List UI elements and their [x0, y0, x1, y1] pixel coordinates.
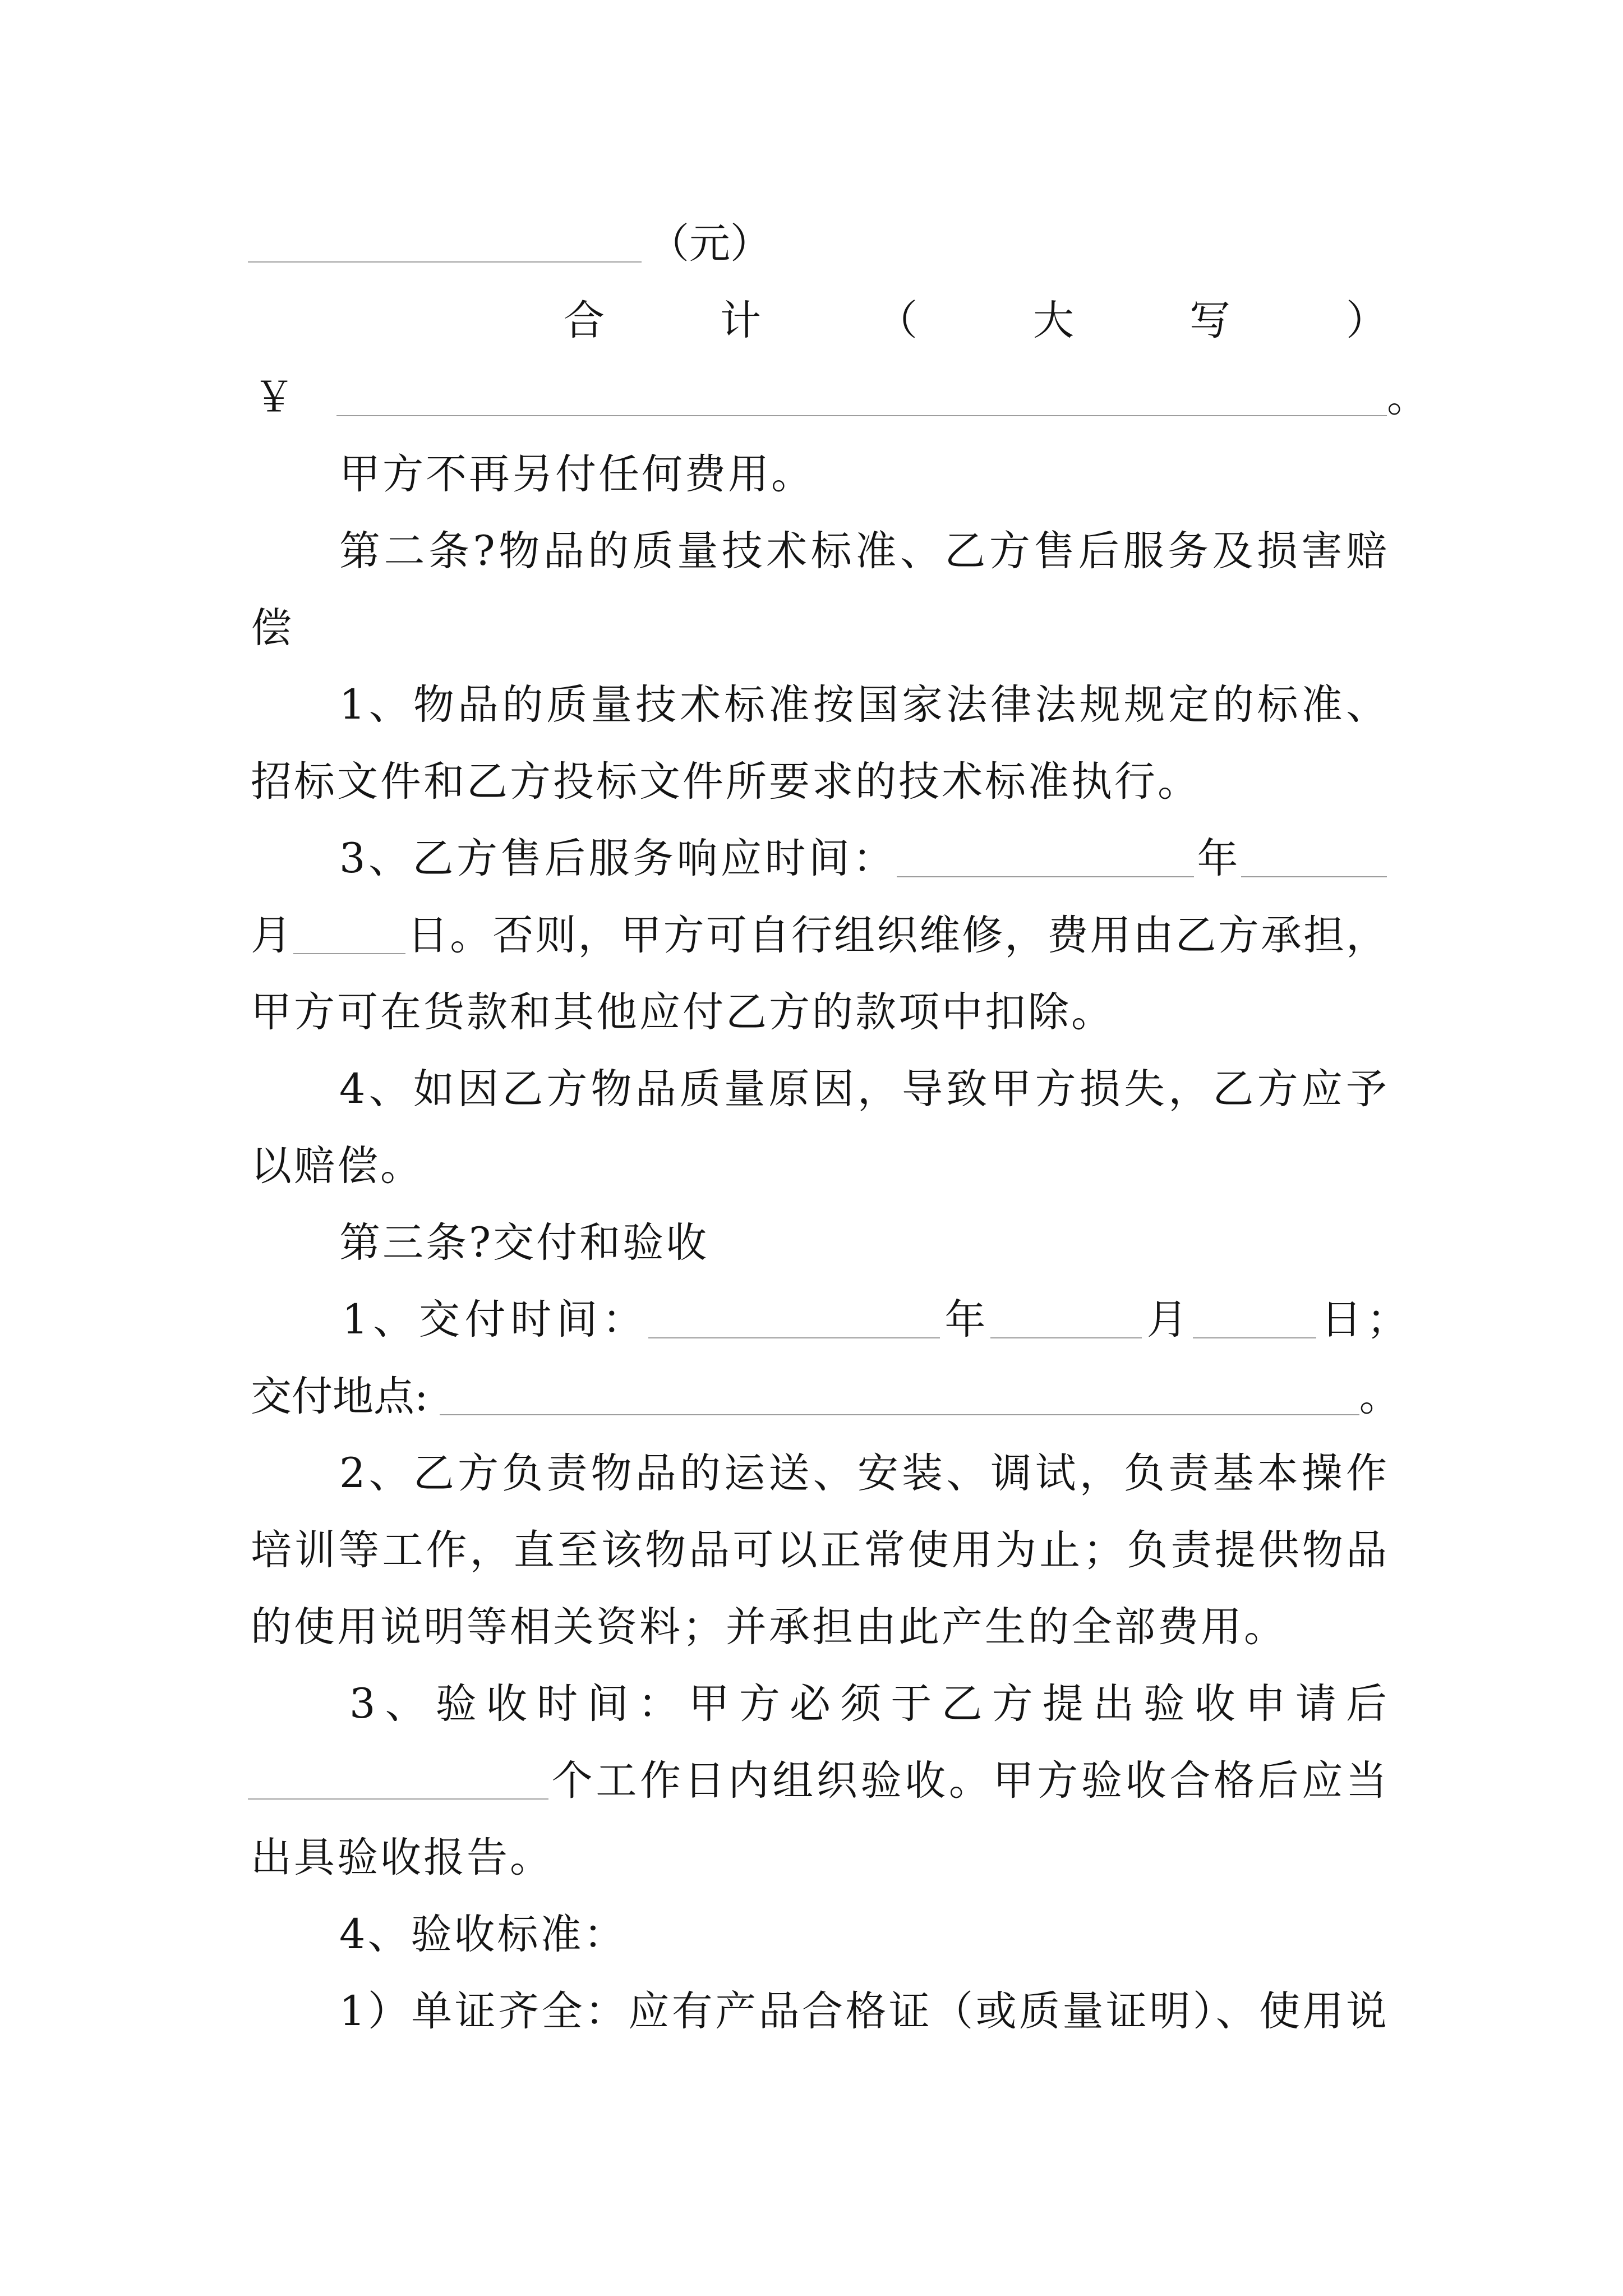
delivery-time-label: 1、交付时间： [342, 1296, 648, 1343]
delivery-month-label: 月 [1142, 1296, 1193, 1343]
currency-symbol: ￥ [253, 374, 294, 421]
total-amount-end: 。 [1387, 374, 1428, 421]
article3-item3-line3: 出具验收报告。 [251, 1834, 553, 1881]
total-uppercase-label: 合计（大写） [564, 297, 1502, 344]
blank-response-day [293, 916, 405, 954]
article3-item4-title: 4、验收标准： [339, 1911, 627, 1958]
blank-delivery-month [990, 1300, 1142, 1338]
article3-item2-line1: 2、乙方负责物品的运送、安装、调试，负责基本操作 [339, 1450, 1387, 1497]
article3-item1-line1 [342, 1281, 1408, 1358]
article3-item3-line1: 3、验收时间：甲方必须于乙方提出验收申请后 [349, 1680, 1387, 1728]
blank-total-amount [336, 378, 1387, 416]
article3-title: 第三条?交付和验收 [339, 1219, 709, 1267]
subtotal-line [248, 205, 771, 282]
delivery-year-label: 年 [939, 1296, 991, 1343]
delivery-place-label: 交付地点: [251, 1373, 428, 1420]
article2-item4-line1: 4、如因乙方物品质量原因，导致甲方损失，乙方应予 [339, 1065, 1387, 1113]
blank-acceptance-days [248, 1761, 548, 1800]
acceptance-days-text: 个工作日内组织验收。甲方验收合格后应当 [548, 1757, 1387, 1805]
blank-response-month [1241, 839, 1387, 877]
article2-item4-line2: 以赔偿。 [251, 1142, 423, 1190]
response-month-label: 月 [251, 912, 294, 959]
article2-title-line2: 偿 [251, 604, 294, 652]
article2-item3-line3: 甲方可在货款和其他应付乙方的款项中扣除。 [251, 988, 1114, 1036]
response-day-text: 日。否则，甲方可自行组织维修，费用由乙方承担， [405, 912, 1387, 959]
blank-delivery-year [648, 1300, 940, 1338]
response-time-label: 3、乙方售后服务响应时间： [339, 835, 897, 882]
total-amount-line [253, 359, 1428, 436]
response-year-label: 年 [1194, 835, 1242, 882]
article3-item4-sub1: 1）单证齐全：应有产品合格证（或质量证明）、使用说 [339, 1987, 1387, 2035]
blank-subtotal-amount [248, 224, 642, 263]
delivery-place-end: 。 [1359, 1373, 1400, 1420]
article3-item2-line2: 培训等工作，直至该物品可以正常使用为止；负责提供物品 [251, 1526, 1387, 1574]
delivery-day-label: 日； [1316, 1296, 1408, 1343]
article2-item3-line2 [251, 897, 1387, 974]
blank-response-year [897, 839, 1194, 877]
no-extra-fee-text: 甲方不再另付任何费用。 [339, 450, 814, 498]
article2-item3-line1 [339, 820, 1387, 897]
article3-item3-line2 [248, 1742, 1387, 1819]
article2-item1-line2: 招标文件和乙方投标文件所要求的技术标准执行。 [251, 758, 1201, 806]
unit-label: （元） [648, 220, 771, 268]
blank-delivery-day [1193, 1300, 1316, 1338]
article3-item1-line2 [251, 1358, 1400, 1435]
total-uppercase-line [564, 282, 1502, 359]
article3-item2-line3: 的使用说明等相关资料；并承担由此产生的全部费用。 [251, 1603, 1287, 1651]
blank-delivery-place [440, 1377, 1359, 1415]
article2-title-line1: 第二条?物品的质量技术标准、乙方售后服务及损害赔 [339, 527, 1387, 575]
article2-item1-line1: 1、物品的质量技术标准按国家法律法规规定的标准、 [339, 681, 1387, 729]
